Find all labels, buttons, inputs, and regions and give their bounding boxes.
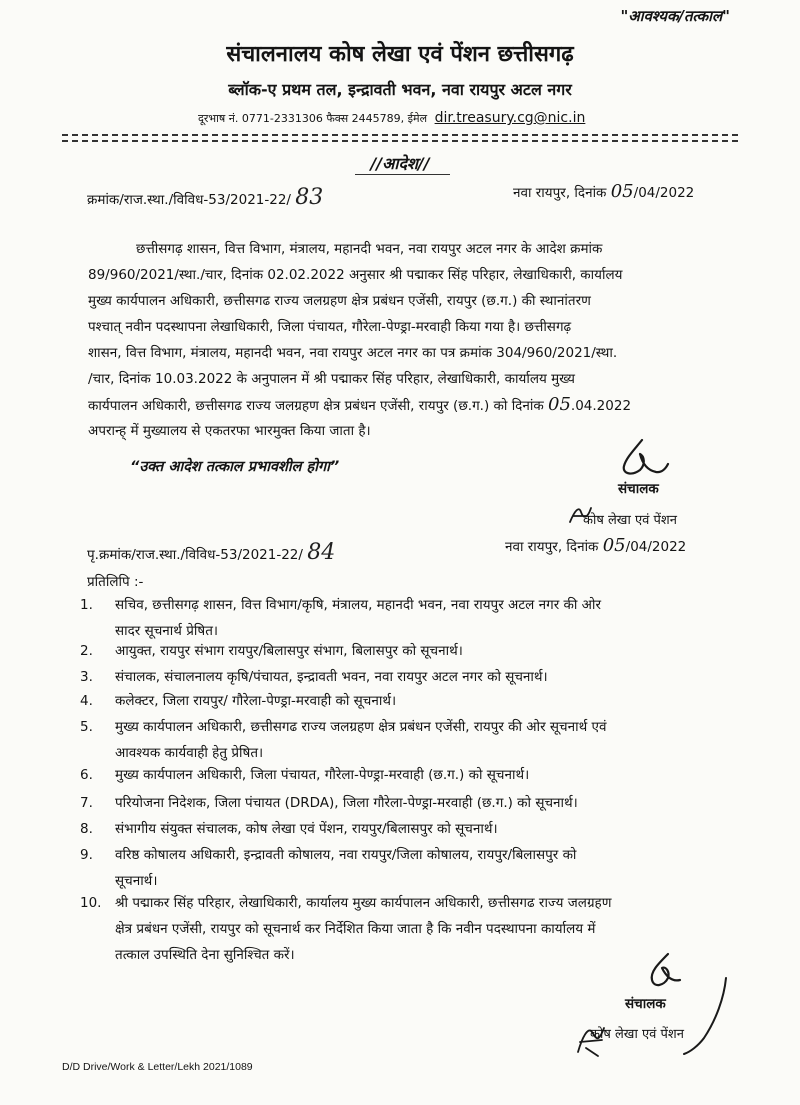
copy-item-number: 10. bbox=[80, 895, 102, 911]
body-line: छत्तीसगढ़ शासन, वित्त विभाग, मंत्रालय, महानदी भवन, नवा रायपुर अटल नगर के आदेश क्रमांक bbox=[136, 241, 603, 257]
copy-item-line: संभागीय संयुक्त संचालक, कोष लेखा एवं पेंशन, रायपुर/बिलासपुर को सूचनार्थ। bbox=[115, 821, 498, 837]
email-link[interactable]: dir.treasury.cg@nic.in bbox=[434, 110, 586, 126]
order-number bbox=[87, 185, 323, 210]
office-address: ब्लॉक-ए प्रथम तल, इन्द्रावती भवन, नवा रायपुर अटल नगर bbox=[228, 80, 572, 99]
order-date-prefix: नवा रायपुर, दिनांक bbox=[513, 185, 607, 201]
copy-item-number: 5. bbox=[80, 719, 93, 735]
copy-item-line: सूचनार्थ। bbox=[115, 873, 158, 889]
copy-item-line: सादर सूचनार्थ प्रेषित। bbox=[115, 623, 219, 639]
copy-date bbox=[505, 535, 686, 556]
order-date bbox=[513, 181, 694, 202]
copy-label: प्रतिलिपि :- bbox=[87, 574, 144, 590]
signature-1-designation: संचालक bbox=[618, 481, 659, 497]
copy-item-number: 7. bbox=[80, 795, 93, 811]
copy-number-label: पृ.क्रमांक/राज.स्था./विविध-53/2021-22/ bbox=[87, 547, 303, 563]
copy-item-number: 4. bbox=[80, 693, 93, 709]
body-line: मुख्य कार्यपालन अधिकारी, छत्तीसगढ राज्य जलग्रहण क्षेत्र प्रबंधन एजेंसी, रायपुर (छ.ग.) की स्थानांतरण bbox=[88, 293, 591, 309]
body-line: पश्चात् नवीन पदस्थापना लेखाधिकारी, जिला पंचायत, गौरेला-पेण्ड्रा-मरवाही किया गया है। छत्तीसगढ़ bbox=[88, 319, 572, 335]
footer-file-path: D/D Drive/Work & Letter/Lekh 2021/1089 bbox=[62, 1061, 253, 1073]
copy-item-line: क्षेत्र प्रबंधन एजेंसी, रायपुर को सूचनार्थ कर निर्देशित किया जाता है कि नवीन पदस्थापना कार्यालय में bbox=[115, 921, 596, 937]
body-line: /चार, दिनांक 10.03.2022 के अनुपालन में श्री पद्माकर सिंह परिहार, लेखाधिकारी, कार्यालय मुख्य bbox=[88, 371, 575, 387]
body-line: 89/960/2021/स्था./चार, दिनांक 02.02.2022 अनुसार श्री पद्माकर सिंह परिहार, लेखाधिकारी, कार्यालय bbox=[88, 267, 623, 283]
copy-item-line: वरिष्ठ कोषालय अधिकारी, इन्द्रावती कोषालय, नवा रायपुर/जिला कोषालय, रायपुर/बिलासपुर को bbox=[115, 847, 577, 863]
body-line bbox=[88, 392, 734, 418]
effective-note: “उक्त आदेश तत्काल प्रभावशील होगा” bbox=[130, 459, 340, 475]
header-divider-bottom bbox=[62, 140, 738, 142]
contact-numbers: दूरभाष नं. 0771-2331306 फैक्स 2445789, ईमेल bbox=[198, 112, 428, 125]
order-number-handwritten: 83 bbox=[295, 185, 324, 210]
body-line: शासन, वित्त विभाग, मंत्रालय, महानदी भवन, नवा रायपुर अटल नगर का पत्र क्रमांक 304/960/2021/स्था. bbox=[88, 345, 618, 361]
copy-number bbox=[87, 540, 335, 565]
relief-date-day-handwritten: 05 bbox=[548, 394, 571, 415]
copy-item-number: 1. bbox=[80, 597, 93, 613]
copy-item-line: संचालक, संचालनालय कृषि/पंचायत, इन्द्रावती भवन, नवा रायपुर अटल नगर को सूचनार्थ। bbox=[115, 669, 548, 685]
signature-2-designation: संचालक bbox=[625, 996, 666, 1012]
body-line: अपरान्ह् में मुख्यालय से एकतरफा भारमुक्त किया जाता है। bbox=[88, 423, 371, 439]
contact-line bbox=[198, 110, 585, 126]
copy-number-handwritten: 84 bbox=[307, 540, 336, 565]
department-name: संचालनालय कोष लेखा एवं पेंशन छत्तीसगढ़ bbox=[226, 42, 574, 67]
urgent-note: "आवश्यक/तत्काल" bbox=[620, 7, 730, 25]
order-title-underline bbox=[355, 174, 450, 175]
copy-date-day-handwritten: 05 bbox=[602, 535, 626, 556]
order-number-label: क्रमांक/राज.स्था./विविध-53/2021-22/ bbox=[87, 192, 291, 208]
signature-1-office: कोष लेखा एवं पेंशन bbox=[583, 513, 677, 528]
body-line-text: कार्यपालन अधिकारी, छत्तीसगढ राज्य जलग्रहण क्षेत्र प्रबंधन एजेंसी, रायपुर (छ.ग.) को दिनांक bbox=[88, 398, 544, 414]
header-divider-top bbox=[62, 134, 738, 136]
copy-item-line: आयुक्त, रायपुर संभाग रायपुर/बिलासपुर संभाग, बिलासपुर को सूचनार्थ। bbox=[115, 643, 463, 659]
signature-2-office: कोष लेखा एवं पेंशन bbox=[590, 1027, 684, 1042]
order-body bbox=[88, 236, 734, 444]
copy-item-line: तत्काल उपस्थिति देना सुनिश्चित करें। bbox=[115, 947, 295, 963]
copy-item-line: मुख्य कार्यपालन अधिकारी, छत्तीसगढ राज्य जलग्रहण क्षेत्र प्रबंधन एजेंसी, रायपुर की ओर सूचनार्थ एवं bbox=[115, 719, 607, 735]
copy-item-line: श्री पद्माकर सिंह परिहार, लेखाधिकारी, कार्यालय मुख्य कार्यपालन अधिकारी, छत्तीसगढ राज्य जलग्रहण bbox=[115, 895, 612, 911]
order-title: //आदेश// bbox=[370, 154, 430, 173]
copy-date-prefix: नवा रायपुर, दिनांक bbox=[505, 539, 599, 555]
copy-date-rest: /04/2022 bbox=[625, 539, 687, 555]
copy-item-line: मुख्य कार्यपालन अधिकारी, जिला पंचायत, गौरेला-पेण्ड्रा-मरवाही (छ.ग.) को सूचनार्थ। bbox=[115, 767, 530, 783]
order-date-day-handwritten: 05 bbox=[610, 181, 634, 202]
copy-item-number: 8. bbox=[80, 821, 93, 837]
copy-item-number: 6. bbox=[80, 767, 93, 783]
copy-item-number: 2. bbox=[80, 643, 93, 659]
relief-date-rest: .04.2022 bbox=[570, 398, 632, 414]
order-date-rest: /04/2022 bbox=[633, 185, 695, 201]
copy-item-line: परियोजना निदेशक, जिला पंचायत (DRDA), जिला गौरेला-पेण्ड्रा-मरवाही (छ.ग.) को सूचनार्थ। bbox=[115, 795, 578, 811]
copy-item-number: 9. bbox=[80, 847, 93, 863]
copy-item-line: आवश्यक कार्यवाही हेतु प्रेषित। bbox=[115, 745, 264, 761]
copy-item-number: 3. bbox=[80, 669, 93, 685]
copy-item-line: सचिव, छत्तीसगढ़ शासन, वित्त विभाग/कृषि, मंत्रालय, महानदी भवन, नवा रायपुर अटल नगर की ओर bbox=[115, 597, 601, 613]
copy-item-line: कलेक्टर, जिला रायपुर/ गौरेला-पेण्ड्रा-मरवाही को सूचनार्थ। bbox=[115, 693, 397, 709]
